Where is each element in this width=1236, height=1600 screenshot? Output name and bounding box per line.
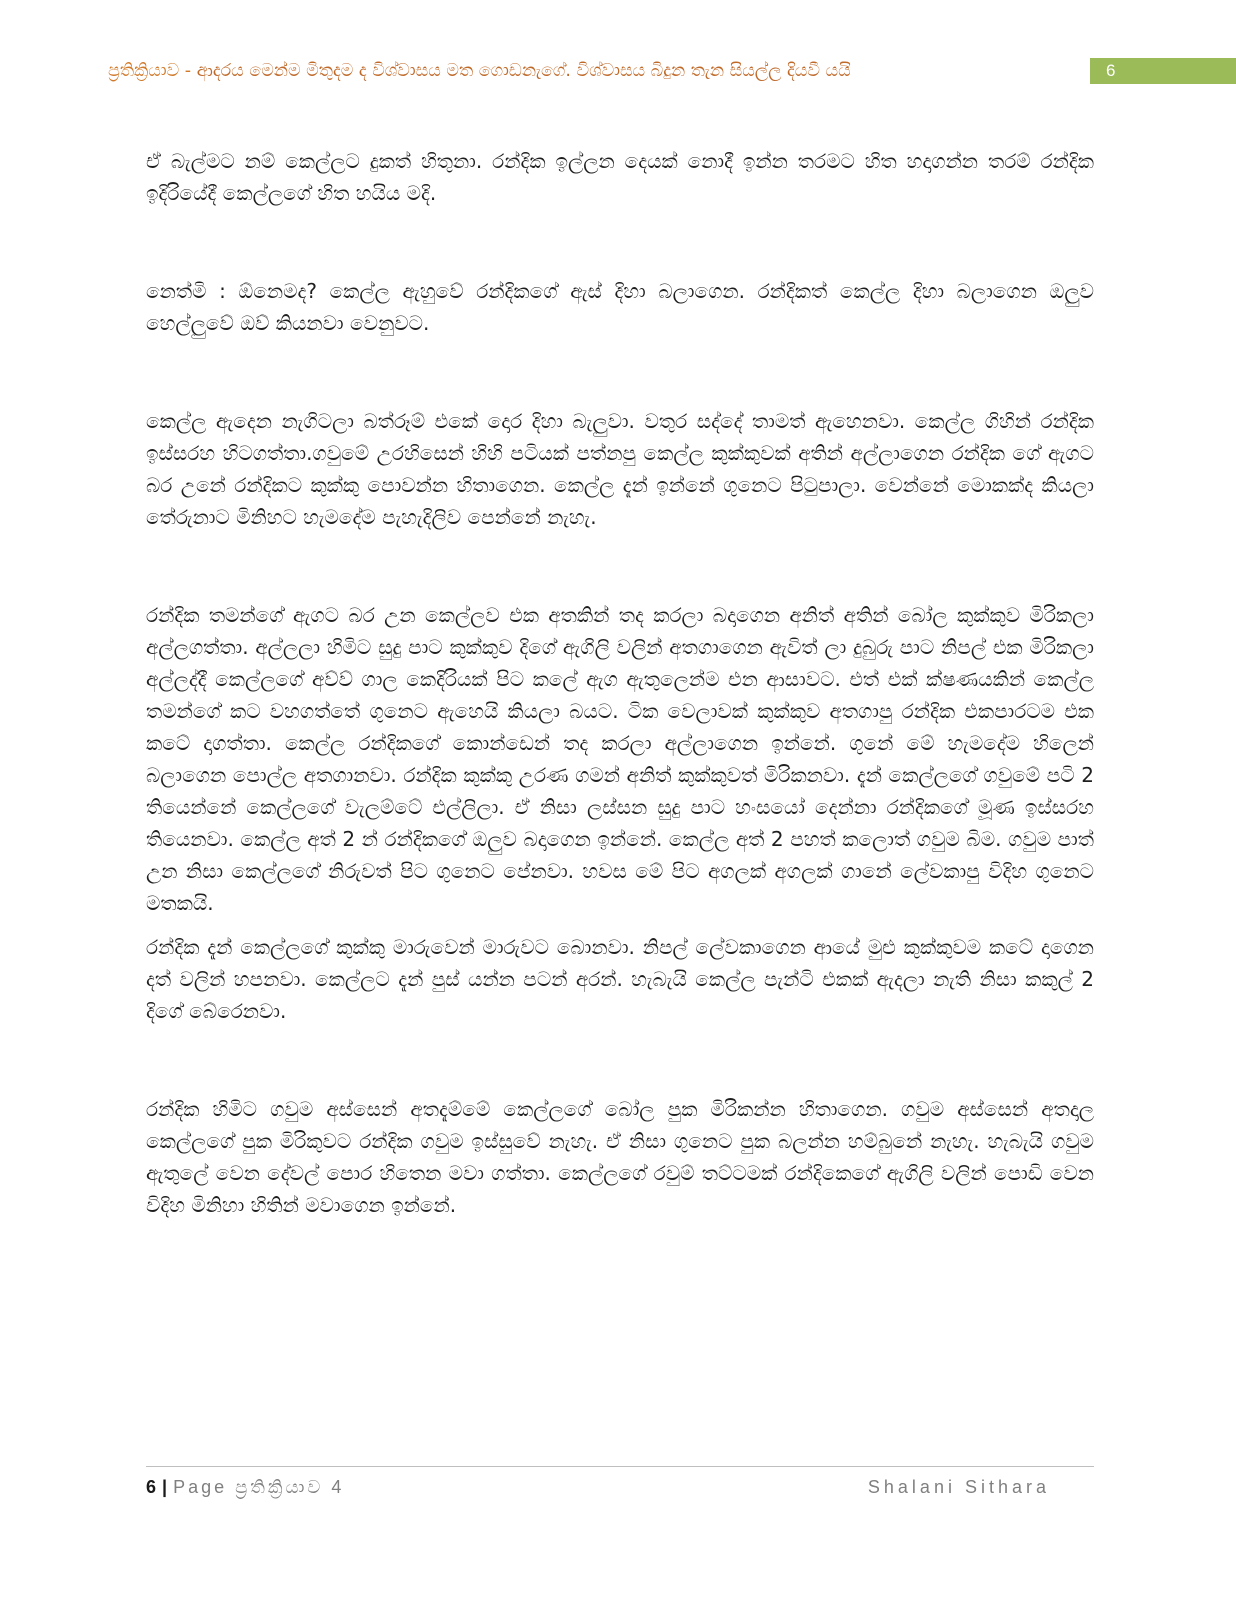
paragraph-2: නෙත්මි : ඕනෙමද? කෙල්ල ඇහුවේ රන්දිකගේ ඇස් දිහා බලාගෙන. රන්දිකත් කෙල්ල දිහා බලාගෙන ඔලුව හෙල්ලුවේ ඔව් කියනවා වෙනුවට. xyxy=(146,279,1094,335)
footer-author: Shalani Sithara xyxy=(867,1477,1050,1497)
story-body xyxy=(146,145,1094,1221)
paragraph-4: රන්දික තමන්ගේ ඇගට බර උන කෙල්ලව එක අතකින් තද කරලා බදාගෙන අනිත් අතින් බෝල කුක්කුව මිරිකලා අල්ලගත්තා. අල්ලලා හිමිට සුදු පාට කුක්කුව දිගේ ඇගිලි වලින් අතගාගෙන ඇවිත් ලා දුබුරු පාට නිපල් එක මිරිකලා අල්ලද්දී කෙල්ලගේ අව්ව් ගාල කෙදිරියක් පිට කලේ ඇග ඇතුලෙන්ම එන ආසාවට. එත් එක් ක්ෂණයකින් කෙල්ල තමන්ගේ කට වහගත්තේ ගුනෙට ඇහෙයි කියලා බයට. ටික වෙලාවක් කුක්කුව අතගාපු රන්දික එකපාරටම එක කටේ දාගත්තා. කෙල්ල රන්දිකගේ කොන්ඩෙන් තද කරලා අල්ලාගෙන ඉන්නේ. ගුනේ මේ හැමදේම හිලෙන් බලාගෙන පොල්ල අතගානවා. රන්දික කුක්කු උරණ ගමන් අනිත් කුක්කුවත් මිරිකනවා. දැන් කෙල්ලගේ ගවුමේ පටි 2 තියෙන්නේ කෙල්ලගේ වැලම්ටේ එල්ලිලා. ඒ නිසා ලස්සන සුදු පාට හංසයෝ දෙන්නා රන්දිකගේ මූණ ඉස්සරහ තියෙනවා. කෙල්ල අත් 2 න් රන්දිකගේ ඔලුව බදාගෙන ඉන්නේ. කෙල්ල අත් 2 පහත් කලොත් ගවුම බිම. ගවුම පාත් උන නිසා කෙල්ලගේ නිරුවත් පිට ගුනෙට පේනවා. හවස මේ පිට අගලක් අගලක් ගානේ ලේවකාපු විදිහ ගුනෙට මතකයි. xyxy=(146,603,1095,915)
footer-divider xyxy=(146,1466,1094,1467)
footer-page-info xyxy=(146,1472,344,1502)
page-footer xyxy=(146,1472,1094,1502)
header-page-number: 6 xyxy=(1090,58,1236,84)
footer-bar: | xyxy=(162,1477,168,1497)
header-title: ප්‍රතික්‍රියාව xyxy=(108,61,180,81)
page-header xyxy=(0,56,1236,90)
header-subtitle: ආදරය මෙන්ම මිතුදම ද විශ්වාසය මත ගොඩනැගේ. විශ්වාසය බිදුන තැන සියල්ල දියවී යයි xyxy=(196,61,851,81)
paragraph-3: කෙල්ල ඇදෙන නැගිටලා බත්රූම් එකේ දොර දිහා බැලුවා. වතුර සද්දේ තාමත් ඇහෙනවා. කෙල්ල ගිහින් රන්දික ඉස්සරහ හිටගත්තා.ගවුමේ උරහිසෙන් හිහි පටියක් පත්නපු කෙල්ල කුක්කුවක් අතින් අල්ලාගෙන රන්දික ගේ ඇගට බර උනේ රන්දිකට කුක්කු පොවන්න හිතාගෙන. කෙල්ල දැන් ඉන්නේ ගුනෙට පිටුපාලා. වෙන්නේ මොකක්ද කියලා තේරුනාට මිනිහට හැමදේම පැහැදිලිව පෙන්නේ නැහැ. xyxy=(146,409,1094,529)
paragraph-5: රන්දික දැන් කෙල්ලගේ කුක්කු මාරුවෙන් මාරුවට බොනවා. නිපල් ලේවකාගෙන ආයේ මුළු කුක්කුවම කටේ දාගෙන දත් වලින් හපනවා. කෙල්ලට දැන් පුස් යන්න පටන් අරන්. හැබැයි කෙල්ල පැන්ටි එකක් ඇදලා නැති නිසා කකුල් 2 දිගේ බේරෙනවා. xyxy=(146,935,1094,1023)
footer-page-label: Page ප්‍රතික්‍රියාව 4 xyxy=(173,1477,345,1497)
running-header xyxy=(108,58,1074,84)
header-separator: - xyxy=(184,61,192,81)
paragraph-1: ඒ බැල්මට නම් කෙල්ලට දුකත් හිතුනා. රන්දික ඉල්ලන දෙයක් නොදී ඉන්න තරමට හිත හදාගන්න තරම් රන්දික ඉදිරියේදී කෙල්ලගේ හිත හයිය මදි. xyxy=(146,149,1094,205)
footer-page-number: 6 xyxy=(146,1477,157,1497)
paragraph-6: රන්දික හිමිට ගවුම අස්සෙන් අතදැම්මේ කෙල්ලගේ බෝල පුක මිරිකන්න හිතාගෙන. ගවුම අස්සෙන් අතදාල කෙල්ලගේ පුක මිරිකුවට රන්දික ගවුම ඉස්සුවේ නැහැ. ඒ නිසා ගුනෙට පුක බලන්න හම්බුනේ නැහැ. හැබැයි ගවුම ඇතුලේ වෙන දේවල් පොර හිතෙන මවා ගත්තා. කෙල්ලගේ රවුම් තට්ටමක් රන්දිකෙගේ ඇගිලි වලින් පොඩි වෙන විදිහ මිනිහා හිතින් මවාගෙන ඉන්නේ. xyxy=(146,1097,1094,1217)
